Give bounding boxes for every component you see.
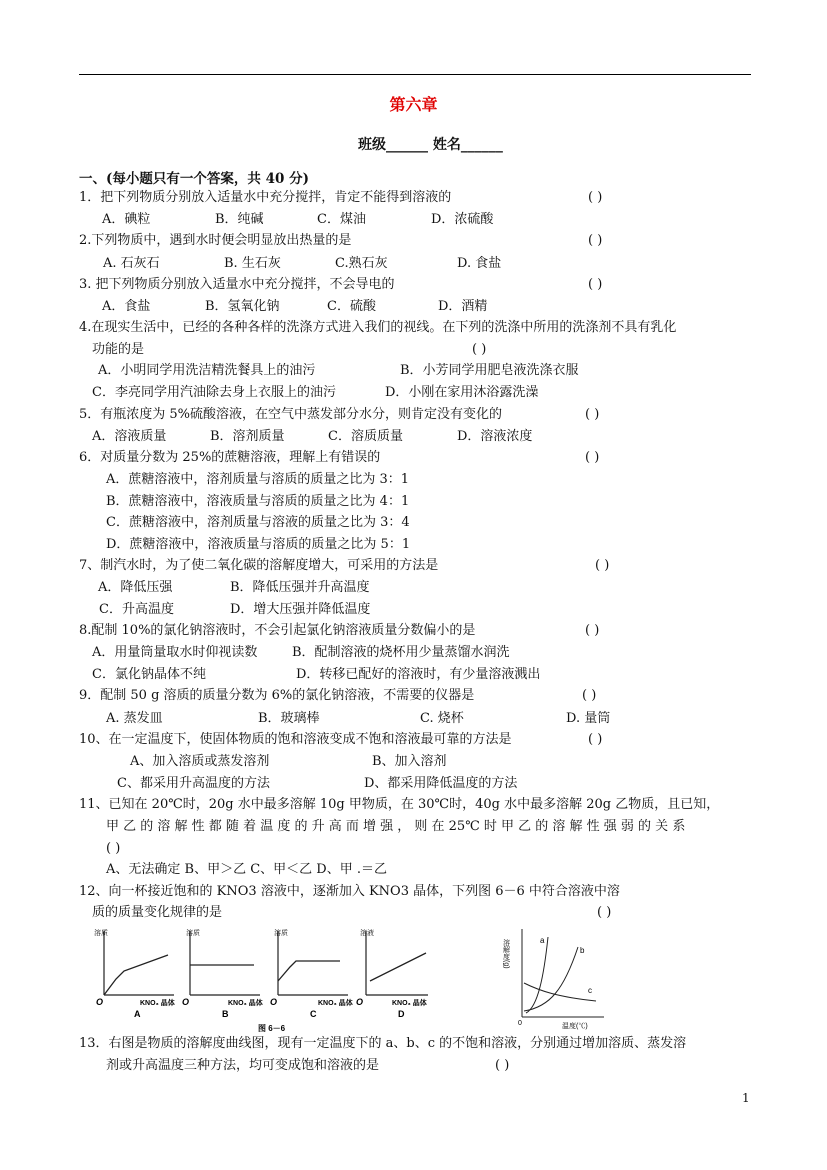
q10-stem: 10、在一定温度下，使固体物质的饱和溶液变成不饱和溶液最可靠的方法是 — [79, 732, 512, 747]
q3-answer-paren: ( ) — [588, 277, 603, 292]
q1-option-c: C．煤油 — [317, 212, 366, 227]
q13-answer-paren: ( ) — [495, 1058, 510, 1073]
panel-c-label: C — [310, 1009, 317, 1019]
panel-d-label: D — [398, 1009, 405, 1019]
panel-b-label: B — [222, 1009, 229, 1019]
q12-stem-line1: 12、向一杯接近饱和的 KNO3 溶液中，逐渐加入 KNO3 晶体，下列图 6－6 中符合溶液中溶 — [79, 884, 620, 899]
q10-option-b: B、加入溶剂 — [372, 754, 447, 769]
q8-option-c: C．氯化钠晶体不纯 — [92, 667, 206, 682]
q2-option-d: D. 食盐 — [457, 256, 502, 271]
svg-text:KNO₃ 晶体: KNO₃ 晶体 — [228, 1000, 263, 1007]
chart-origin: 0 — [518, 1020, 522, 1027]
q11-stem-line1: 11、已知在 20℃时，20g 水中最多溶解 10g 甲物质，在 30℃时，40g 水中最多溶解 20g 乙物质，且已知， — [79, 797, 720, 812]
figure-caption: 图 6－6 — [258, 1024, 286, 1033]
q4-stem-line2: 功能的是 — [92, 342, 145, 357]
svg-text:O: O — [182, 997, 190, 1007]
q4-option-b: B．小芳同学用肥皂液洗涤衣服 — [400, 363, 579, 378]
series-line-c — [524, 983, 596, 1001]
q7-stem: 7、制汽水时，为了使二氧化碳的溶解度增大，可采用的方法是 — [79, 558, 439, 573]
q7-option-a: A．降低压强 — [98, 580, 173, 595]
q12-stem-line2: 质的质量变化规律的是 — [92, 905, 223, 920]
q6-option-d: D．蔗糖溶液中，溶液质量与溶质的质量之比为 5：1 — [106, 537, 411, 552]
q8-option-a: A．用量筒量取水时仰视读数 — [92, 645, 258, 660]
chart-xlabel: 温度(℃) — [562, 1023, 588, 1030]
q3-stem: 3. 把下列物质分别放入适量水中充分搅拌，不会导电的 — [79, 277, 395, 292]
panel-a-xlabel: KNO₃ 晶体 — [140, 1000, 175, 1007]
q9-stem: 9．配制 50 g 溶质的质量分数为 6%的氯化钠溶液，不需要的仪器是 — [79, 688, 475, 703]
svg-text:KNO₃ 晶体: KNO₃ 晶体 — [392, 1000, 427, 1007]
q3-option-d: D．酒精 — [438, 299, 488, 314]
q1-option-b: B．纯碱 — [215, 212, 264, 227]
q9-answer-paren: ( ) — [582, 688, 597, 703]
q1-answer-paren: ( ) — [588, 190, 603, 205]
q8-stem: 8.配制 10%的氯化钠溶液时，不会引起氯化钠溶液质量分数偏小的是 — [79, 623, 476, 638]
q1-option-d: D．浓硫酸 — [431, 212, 494, 227]
q2-option-a: A. 石灰石 — [103, 256, 160, 271]
q6-option-c: C．蔗糖溶液中，溶剂质量与溶液的质量之比为 3：4 — [106, 515, 410, 530]
figure-panel-d — [356, 928, 428, 1019]
q3-option-a: A．食盐 — [102, 299, 151, 314]
svg-text:溶质: 溶质 — [186, 930, 200, 937]
q5-answer-paren: ( ) — [585, 407, 600, 422]
q7-answer-paren: ( ) — [595, 558, 610, 573]
svg-text:KNO₃ 晶体: KNO₃ 晶体 — [318, 1000, 353, 1007]
q11-stem-line2: 甲 乙 的 溶 解 性 都 随 着 温 度 的 升 高 而 增 强 ， 则 在 25℃ 时 甲 乙 的 溶 解 性 强 弱 的 关 系 — [106, 819, 686, 834]
q4-answer-paren: ( ) — [472, 342, 487, 357]
q9-option-d: D. 量筒 — [566, 711, 611, 726]
figure-6-6 — [90, 925, 430, 1035]
q5-stem: 5．有瓶浓度为 5%硫酸溶液，在空气中蒸发部分水分，则肯定没有变化的 — [79, 407, 503, 422]
q4-option-d: D．小刚在家用沐浴露洗澡 — [385, 385, 539, 400]
q2-option-b: B. 生石灰 — [224, 256, 281, 271]
series-label-a: a — [540, 936, 545, 945]
q1-option-a: A．碘粒 — [102, 212, 151, 227]
q10-answer-paren: ( ) — [588, 732, 603, 747]
figure-panel-b — [182, 928, 263, 1019]
q5-option-b: B．溶剂质量 — [210, 429, 285, 444]
chart-ylabel: 溶解度(g) — [502, 939, 510, 969]
q2-option-c: C.熟石灰 — [335, 256, 388, 271]
q6-option-a: A．蔗糖溶液中，溶剂质量与溶质的质量之比为 3：1 — [106, 472, 410, 487]
q8-answer-paren: ( ) — [585, 623, 600, 638]
svg-text:O: O — [96, 997, 104, 1007]
q9-option-a: A. 蒸发皿 — [106, 711, 163, 726]
figure-panel-c — [270, 928, 353, 1019]
q2-stem: 2.下列物质中，遇到水时便会明显放出热量的是 — [79, 233, 352, 248]
q10-option-c: C、都采用升高温度的方法 — [117, 776, 270, 791]
q11-answer-paren: ( ) — [106, 841, 121, 856]
svg-text:溶质: 溶质 — [274, 930, 288, 937]
panel-a-label: A — [134, 1009, 141, 1019]
q6-stem: 6．对质量分数为 25%的蔗糖溶液，理解上有错误的 — [79, 450, 381, 465]
series-label-c: c — [588, 986, 592, 995]
q9-option-c: C. 烧杯 — [420, 711, 464, 726]
q1-stem: 1．把下列物质分别放入适量水中充分搅拌，肯定不能得到溶液的 — [79, 190, 452, 205]
series-line-b — [524, 947, 578, 1011]
page-number: 1 — [742, 1091, 750, 1105]
q4-option-c: C．李亮同学用汽油除去身上衣服上的油污 — [92, 385, 336, 400]
q5-option-c: C．溶质质量 — [328, 429, 403, 444]
section-heading: 一、(每小题只有一个答案，共 40 分) — [79, 171, 309, 187]
q2-answer-paren: ( ) — [588, 233, 603, 248]
svg-text:O: O — [356, 997, 364, 1007]
panel-d-ylabel: 溶液 — [360, 930, 374, 937]
q3-option-c: C．硫酸 — [327, 299, 376, 314]
q10-option-a: A、加入溶质或蒸发溶剂 — [130, 754, 270, 769]
q11-options: A、无法确定 B、甲＞乙 C、甲＜乙 D、甲 .＝乙 — [106, 862, 387, 877]
q8-option-b: B．配制溶液的烧杯用少量蒸馏水润洗 — [292, 645, 510, 660]
q13-stem-line2: 剂或升高温度三种方法，均可变成饱和溶液的是 — [106, 1058, 380, 1073]
q8-option-d: D．转移已配好的溶液时，有少量溶液溅出 — [296, 667, 541, 682]
series-label-b: b — [580, 946, 585, 955]
figure-panel-a — [94, 928, 175, 1019]
q6-answer-paren: ( ) — [585, 450, 600, 465]
q6-option-b: B．蔗糖溶液中，溶液质量与溶质的质量之比为 4：1 — [106, 494, 410, 509]
q7-option-c: C．升高温度 — [99, 602, 174, 617]
q5-option-a: A．溶液质量 — [92, 429, 167, 444]
q9-option-b: B．玻璃棒 — [258, 711, 320, 726]
q5-option-d: D．溶液浓度 — [457, 429, 533, 444]
q12-answer-paren: ( ) — [597, 905, 612, 920]
series-line-a — [526, 937, 548, 1013]
q3-option-b: B．氢氧化钠 — [205, 299, 280, 314]
q7-option-d: D．增大压强并降低温度 — [230, 602, 371, 617]
svg-text:O: O — [270, 997, 278, 1007]
panel-a-ylabel: 溶质 — [94, 930, 108, 937]
q7-option-b: B．降低压强并升高温度 — [230, 580, 370, 595]
q4-option-a: A．小明同学用洗洁精洗餐具上的油污 — [98, 363, 316, 378]
page-title: 第六章 — [389, 95, 438, 114]
q13-stem-line1: 13．右图是物质的溶解度曲线图，现有一定温度下的 a、b、c 的不饱和溶液，分别通过增加溶质、蒸发溶 — [79, 1036, 687, 1051]
class-name-line: 班级______ 姓名______ — [358, 137, 503, 153]
q4-stem-line1: 4.在现实生活中，已经的各种各样的洗涤方式进入我们的视线。在下列的洗涤中所用的洗涤剂不具有乳化 — [79, 320, 677, 335]
header-rule — [79, 74, 751, 75]
q10-option-d: D、都采用降低温度的方法 — [364, 776, 518, 791]
solubility-chart — [500, 925, 610, 1033]
